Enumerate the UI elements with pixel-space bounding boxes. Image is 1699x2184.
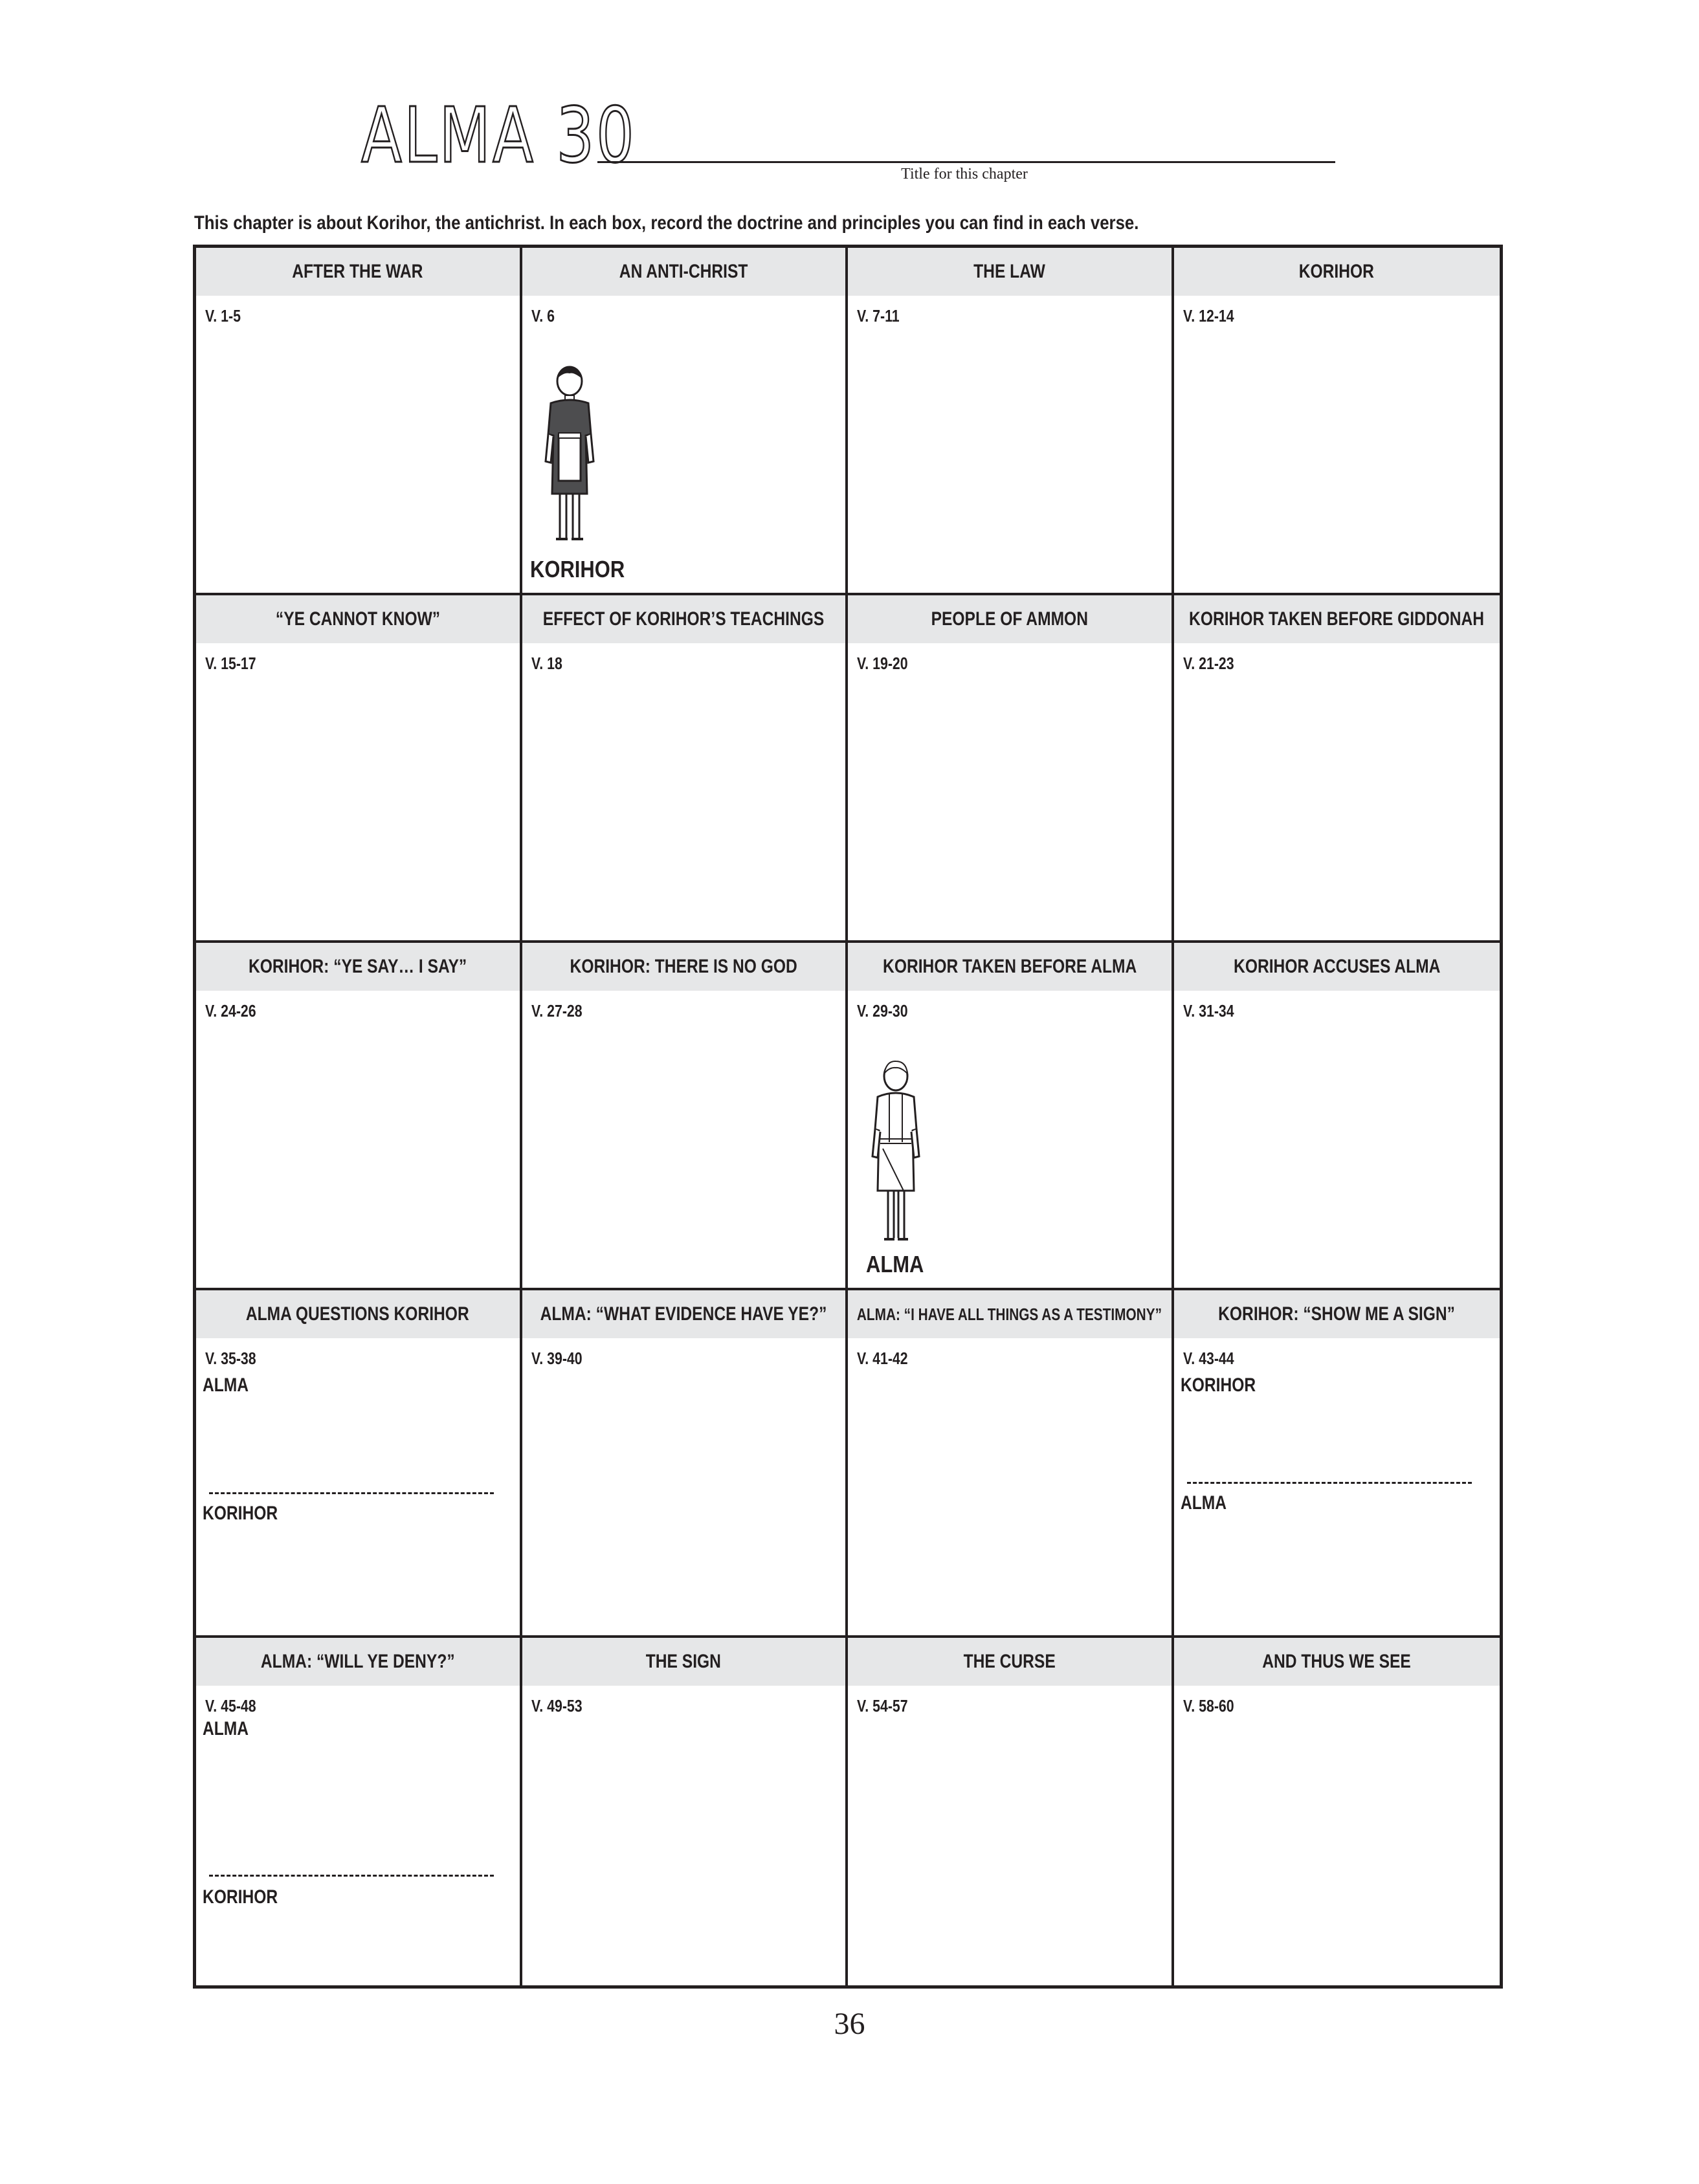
verse-box[interactable]: [848, 248, 1174, 595]
verse-box[interactable]: [848, 1638, 1174, 1985]
verse-box[interactable]: [196, 943, 522, 1290]
verse-label: V. 12-14: [1183, 306, 1234, 325]
page-number: 36: [834, 2007, 865, 2041]
box-heading: KORIHOR ACCUSES ALMA: [1174, 943, 1500, 991]
box-heading: ALMA QUESTIONS KORIHOR: [196, 1290, 520, 1338]
box-heading: ALMA: “WILL YE DENY?”: [196, 1638, 520, 1686]
box-heading: EFFECT OF KORIHOR’S TEACHINGS: [522, 595, 846, 643]
speaker-label-top: ALMA: [203, 1374, 249, 1396]
figure-label: ALMA: [866, 1251, 924, 1277]
verse-label: V. 43-44: [1183, 1349, 1234, 1368]
box-heading: KORIHOR: “SHOW ME A SIGN”: [1174, 1290, 1500, 1338]
verse-box[interactable]: [1174, 1290, 1500, 1638]
box-heading: AND THUS WE SEE: [1174, 1638, 1500, 1686]
box-heading: KORIHOR: “YE SAY… I SAY”: [196, 943, 520, 991]
verse-box[interactable]: [522, 595, 849, 943]
verse-label: V. 29-30: [857, 1001, 908, 1020]
verse-label: V. 19-20: [857, 654, 908, 673]
speaker-label-top: KORIHOR: [1180, 1374, 1256, 1396]
verse-label: V. 41-42: [857, 1349, 908, 1368]
verse-label: V. 31-34: [1183, 1001, 1234, 1020]
verse-box[interactable]: [1174, 1638, 1500, 1985]
verse-box[interactable]: [848, 1290, 1174, 1638]
verse-label: V. 21-23: [1183, 654, 1234, 673]
box-heading: ALMA: “I HAVE ALL THINGS AS A TESTIMONY”: [848, 1290, 1172, 1338]
verse-box[interactable]: [848, 943, 1174, 1290]
verse-label: V. 15-17: [205, 654, 256, 673]
verse-box[interactable]: [196, 1638, 522, 1985]
verse-box[interactable]: [522, 248, 849, 595]
divider-dashed: [209, 1492, 494, 1494]
verse-label: V. 1-5: [205, 306, 241, 325]
verse-label: V. 35-38: [205, 1349, 256, 1368]
verse-label: V. 49-53: [531, 1696, 583, 1715]
verse-box[interactable]: [522, 1290, 849, 1638]
verse-label: V. 6: [531, 306, 555, 325]
speaker-label-bottom: KORIHOR: [203, 1886, 278, 1908]
box-heading: KORIHOR TAKEN BEFORE GIDDONAH: [1174, 595, 1500, 643]
title-block: [0, 0, 1699, 194]
speaker-label-bottom: KORIHOR: [203, 1503, 278, 1524]
box-heading: THE SIGN: [522, 1638, 846, 1686]
chapter-title: ALMA 30: [361, 91, 636, 180]
verse-box[interactable]: [522, 1638, 849, 1985]
alma-figure: [863, 1058, 928, 1246]
box-heading: THE CURSE: [848, 1638, 1172, 1686]
verse-box[interactable]: [1174, 595, 1500, 943]
verse-label: V. 24-26: [205, 1001, 256, 1020]
verse-label: V. 7-11: [857, 306, 900, 325]
verse-label: V. 27-28: [531, 1001, 583, 1020]
verse-label: V. 58-60: [1183, 1696, 1234, 1715]
box-heading: ALMA: “WHAT EVIDENCE HAVE YE?”: [522, 1290, 846, 1338]
title-caption: Title for this chapter: [901, 166, 1028, 182]
verse-box[interactable]: [848, 595, 1174, 943]
divider-dashed: [1187, 1482, 1472, 1484]
box-heading: KORIHOR TAKEN BEFORE ALMA: [848, 943, 1172, 991]
verse-box[interactable]: [196, 248, 522, 595]
verse-box[interactable]: [196, 1290, 522, 1638]
box-heading: “YE CANNOT KNOW”: [196, 595, 520, 643]
verse-label: V. 54-57: [857, 1696, 908, 1715]
box-heading: THE LAW: [848, 248, 1172, 296]
verse-label: V. 39-40: [531, 1349, 583, 1368]
verse-box[interactable]: [1174, 943, 1500, 1290]
box-heading: KORIHOR: THERE IS NO GOD: [522, 943, 846, 991]
box-heading: KORIHOR: [1174, 248, 1500, 296]
verse-grid: [193, 245, 1503, 1989]
instructions: This chapter is about Korihor, the antichrist. In each box, record the doctrine and principles you can find in each verse.: [194, 212, 1139, 234]
speaker-label-bottom: ALMA: [1180, 1492, 1227, 1514]
box-heading: AN ANTI-CHRIST: [522, 248, 846, 296]
verse-label: V. 45-48: [205, 1696, 256, 1715]
figure-label: KORIHOR: [529, 556, 625, 582]
verse-box[interactable]: [522, 943, 849, 1290]
korihor-figure: [534, 364, 605, 546]
verse-box[interactable]: [1174, 248, 1500, 595]
verse-label: V. 18: [531, 654, 562, 673]
box-heading: AFTER THE WAR: [196, 248, 520, 296]
box-heading: PEOPLE OF AMMON: [848, 595, 1172, 643]
divider-dashed: [209, 1875, 494, 1877]
chapter-title-blank[interactable]: [597, 161, 1335, 163]
verse-box[interactable]: [196, 595, 522, 943]
speaker-label-top: ALMA: [203, 1718, 249, 1739]
